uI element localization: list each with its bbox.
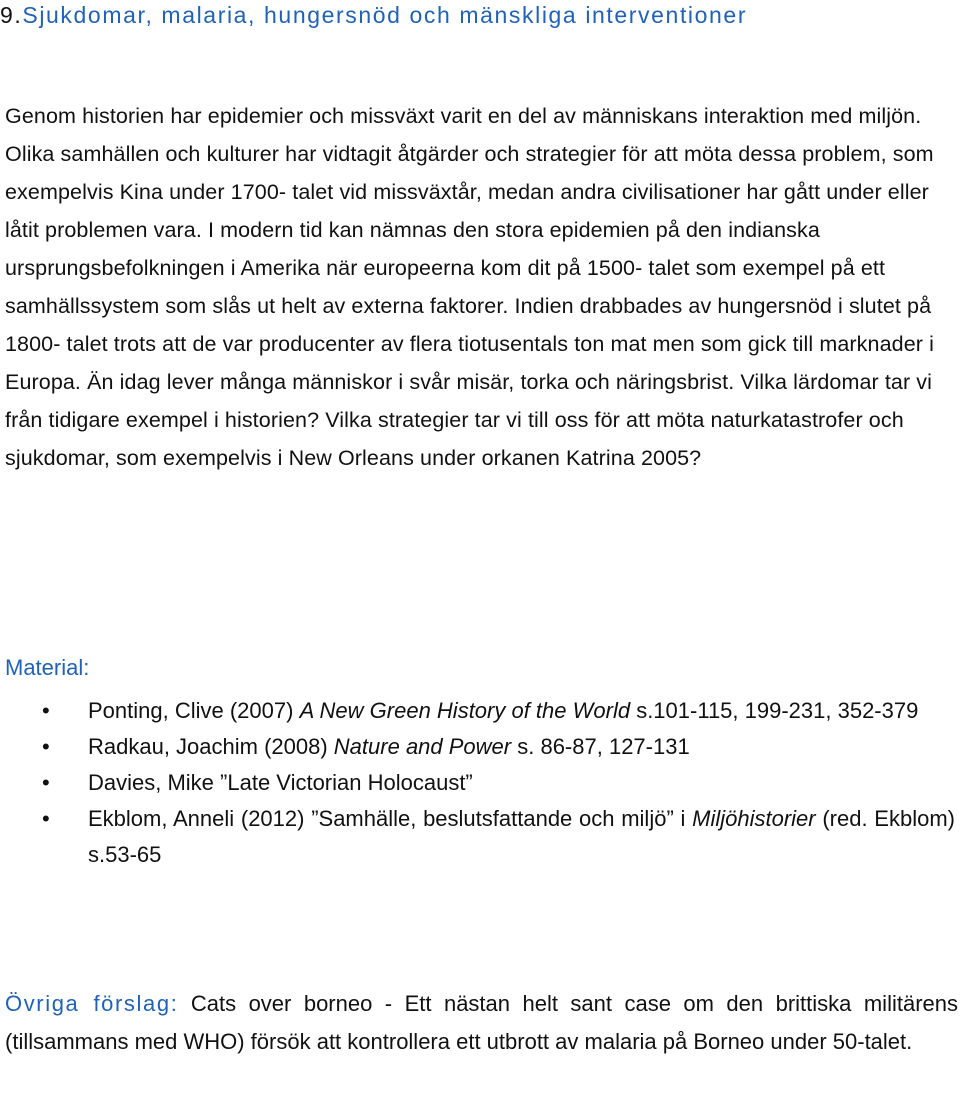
- reference-list: [0, 693, 955, 873]
- reference-pages: (red. Ekblom) s.53-65: [88, 806, 955, 867]
- reference-author: Ponting, Clive (2007): [88, 698, 300, 723]
- reference-book-title: A New Green History of the World: [299, 698, 631, 723]
- body-paragraph: Genom historien har epidemier och missväxt varit en del av människans interaktion med miljön. Olika samhällen och kulturer har vidtagit åtgärder och strategier för att möta dessa problem, som exempelvis Kina under 1700- talet vid missväxtår, medan andra civilisationer har gått under eller låtit problemen vara. I modern tid kan nämnas den stora epidemien på den indianska ursprungsbefolkningen i Amerika när europeerna kom dit på 1500- talet som exempel på ett samhällssystem som slås ut helt av externa faktorer. Indien drabbades av hungersnöd i slutet på 1800- talet trots att de var producenter av flera tiotusentals ton mat men som gick till marknader i Europa. Än idag lever många människor i svår misär, torka och näringsbrist. Vilka lärdomar tar vi från tidigare exempel i historien? Vilka strategier tar vi till oss för att möta naturkatastrofer och sjukdomar, som exempelvis i New Orleans under orkanen Katrina 2005?: [5, 104, 934, 470]
- reference-author: Davies, Mike ”Late Victorian Holocaust”: [88, 770, 473, 795]
- bullet-icon: •: [42, 806, 50, 831]
- reference-book-title: Nature and Power: [333, 734, 512, 759]
- bullet-icon: •: [42, 734, 50, 759]
- reference-pages: s. 86-87, 127-131: [511, 734, 690, 759]
- bullet-icon: •: [42, 698, 50, 723]
- reference-item: [0, 765, 955, 801]
- reference-author: Ekblom, Anneli (2012) ”Samhälle, beslutsfattande och miljö” i: [88, 806, 693, 831]
- reference-pages: s.101-115, 199-231, 352-379: [630, 698, 919, 723]
- reference-book-title: Miljöhistorier: [692, 806, 816, 831]
- reference-item: [0, 801, 955, 873]
- other-suggestions-text: Cats over borneo - Ett nästan helt sant case om den brittiska militärens (tillsammans med WHO) försök att kontrollera ett utbrott av malaria på Borneo under 50-talet.: [5, 991, 958, 1054]
- section-title: Sjukdomar, malaria, hungersnöd och mänskliga interventioner: [22, 2, 748, 28]
- reference-author: Radkau, Joachim (2008): [88, 734, 334, 759]
- reference-item: [0, 729, 955, 765]
- other-suggestions: [5, 985, 958, 1061]
- other-suggestions-label: Övriga förslag:: [5, 991, 179, 1016]
- section-number: 9.: [0, 2, 23, 28]
- section-heading: [0, 2, 747, 29]
- bullet-icon: •: [42, 770, 50, 795]
- material-heading: Material:: [5, 655, 90, 680]
- reference-item: [0, 693, 955, 729]
